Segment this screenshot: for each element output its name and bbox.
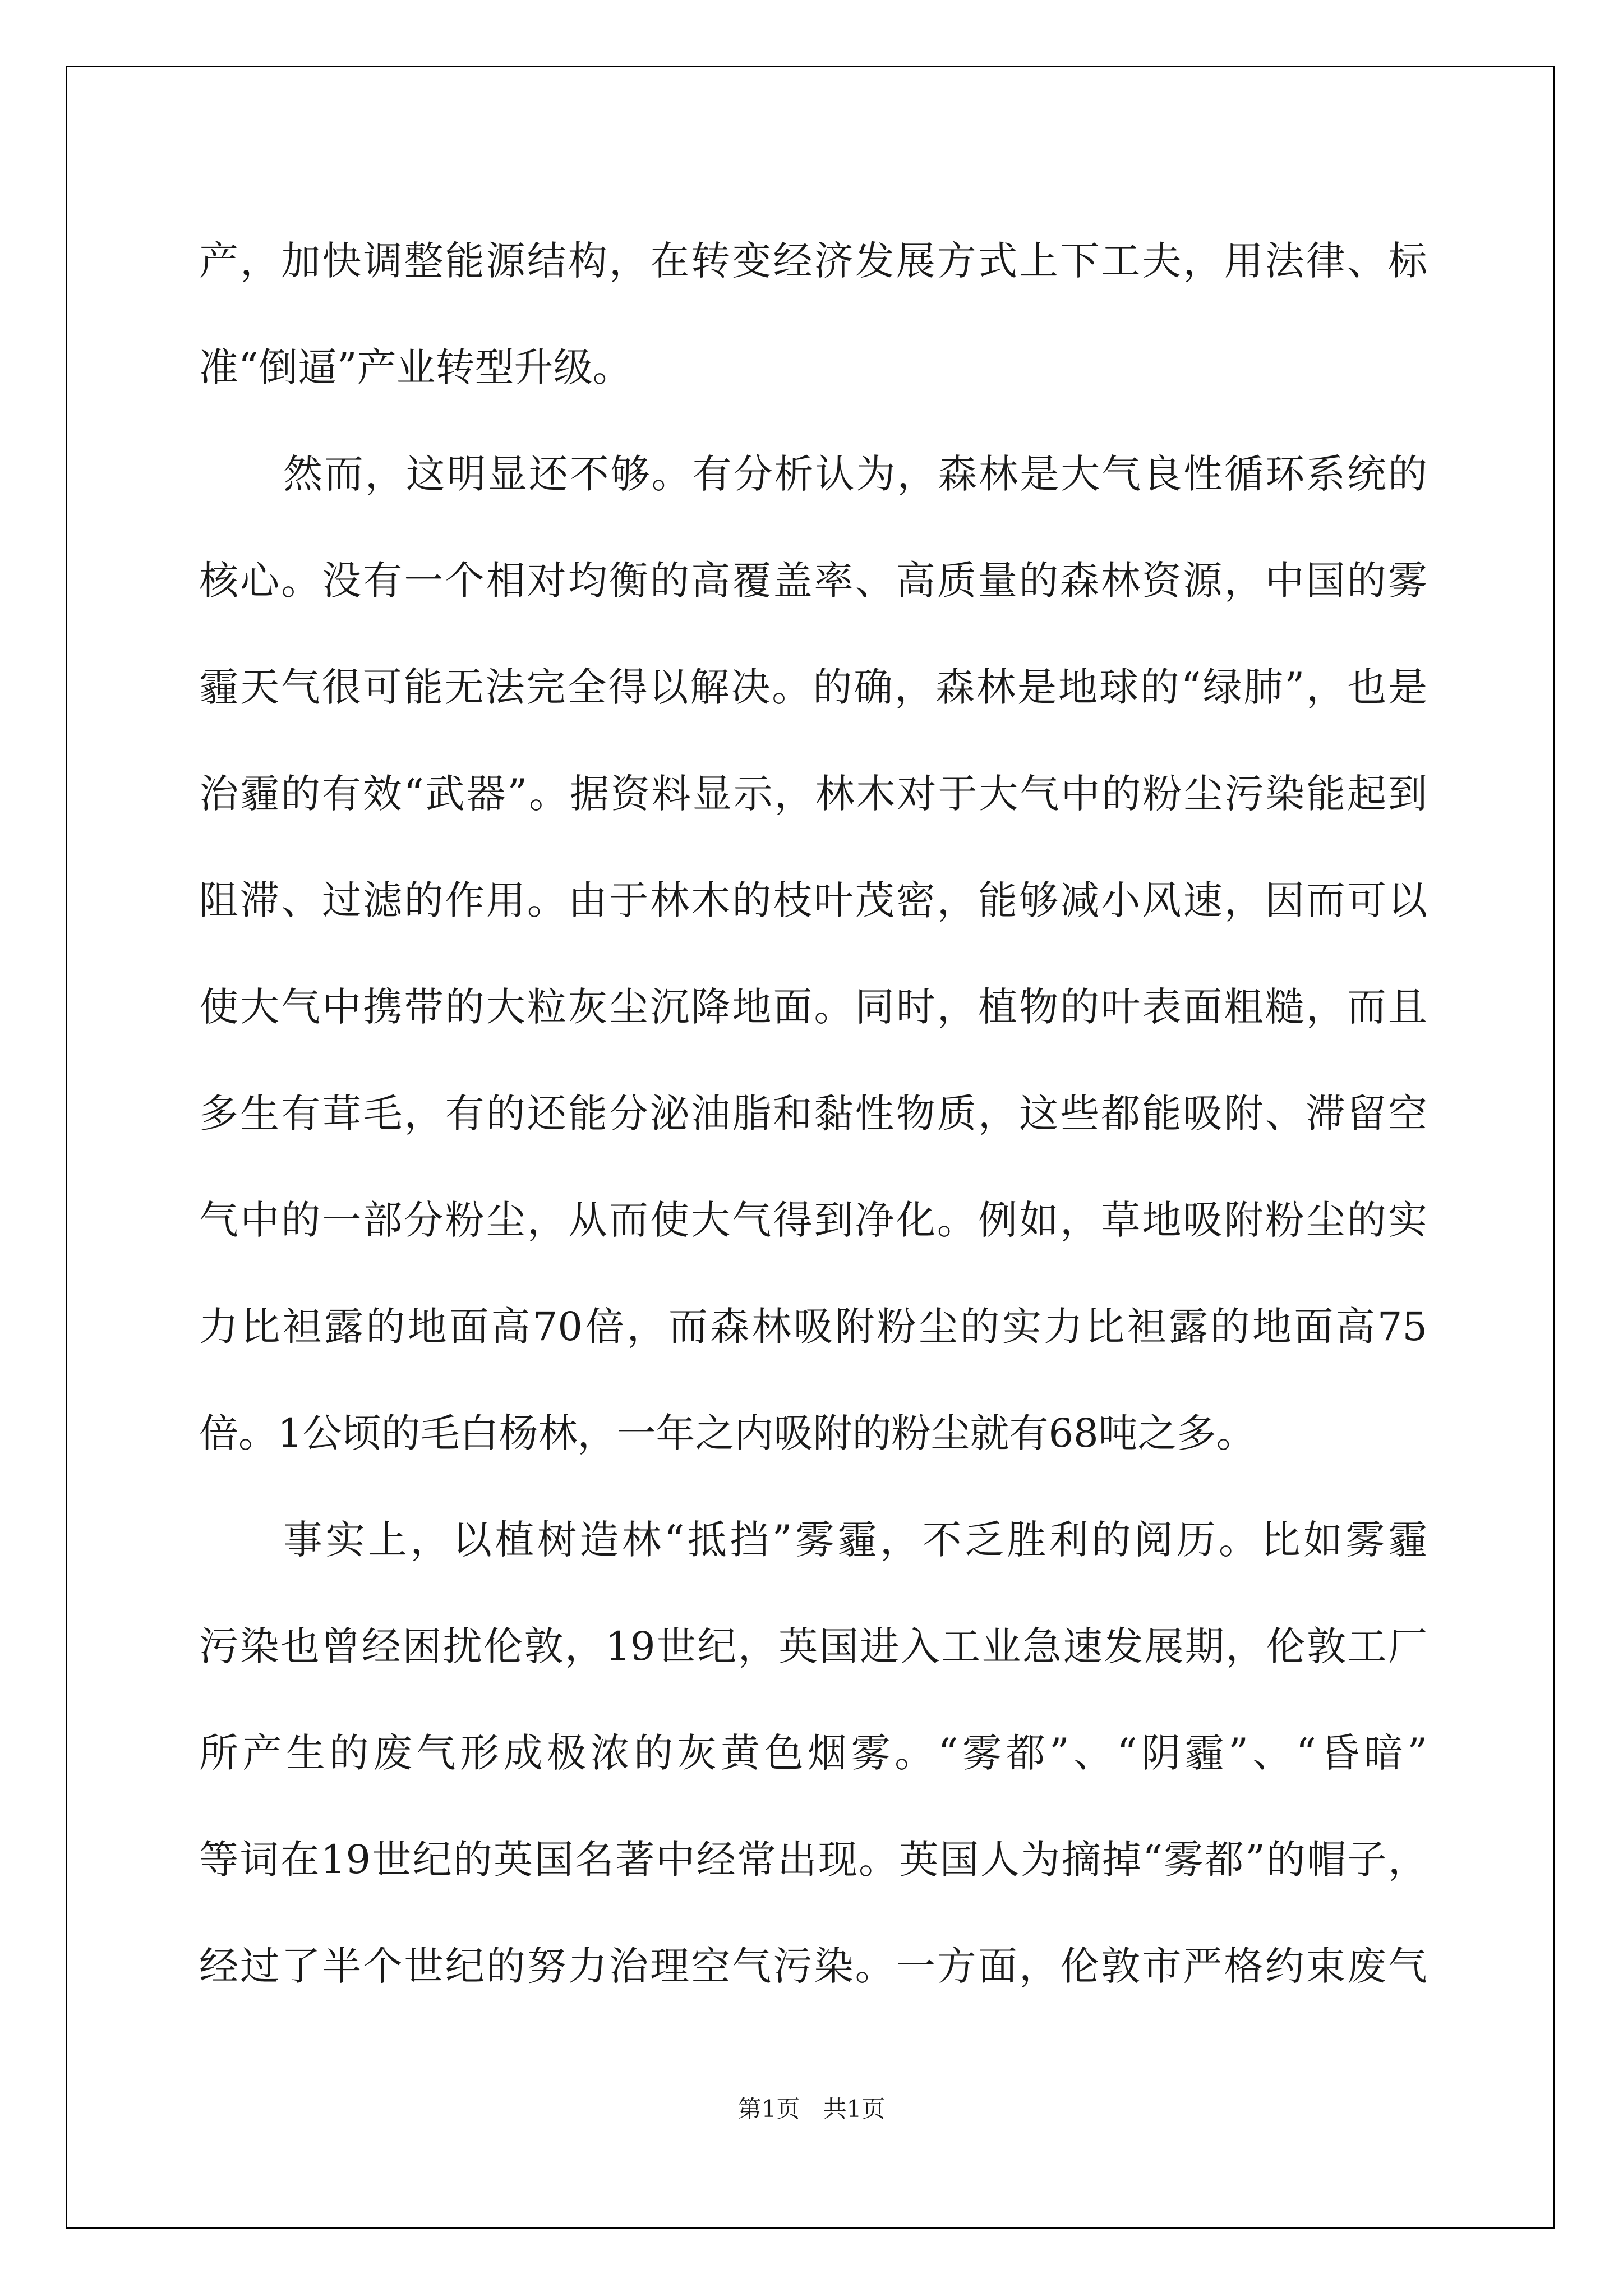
page-footer [0,2092,1623,2126]
text-line: 力比袒露的地面高70倍，而森林吸附粉尘的实力比袒露的地面高75 [199,1304,1427,1350]
text-line: 经过了半个世纪的努力治理空气污染。一方面，伦敦市严格约束废气 [199,1943,1427,1989]
text-line: 阻滞、过滤的作用。由于林木的枝叶茂密，能够减小风速，因而可以 [199,877,1427,923]
text-line: 倍。1公顷的毛白杨林，一年之内吸附的粉尘就有68吨之多。 [199,1410,1256,1456]
text-line: 所产生的废气形成极浓的灰黄色烟雾。“雾都”、“阴霾”、“昏暗” [199,1730,1427,1776]
text-line: 产，加快调整能源结构，在转变经济发展方式上下工夫，用法律、标 [199,238,1427,284]
text-line: 准“倒逼”产业转型升级。 [199,344,632,390]
document-body [199,208,1427,2019]
page-number: 第1页 [737,2095,800,2123]
text-line: 多生有茸毛，有的还能分泌油脂和黏性物质，这些都能吸附、滞留空 [199,1091,1427,1137]
text-line: 霾天气很可能无法完全得以解决。的确，森林是地球的“绿肺”，也是 [199,664,1427,710]
text-line: 核心。没有一个相对均衡的高覆盖率、高质量的森林资源，中国的雾 [199,558,1427,604]
text-line: 事实上，以植树造林“抵挡”雾霾，不乏胜利的阅历。比如雾霾 [283,1517,1427,1563]
text-line: 等词在19世纪的英国名著中经常出现。英国人为摘掉“雾都”的帽子， [199,1837,1427,1883]
text-line: 然而，这明显还不够。有分析认为，森林是大气良性循环系统的 [283,451,1427,497]
text-line: 治霾的有效“武器”。据资料显示，林木对于大气中的粉尘污染能起到 [199,771,1427,817]
text-line: 气中的一部分粉尘，从而使大气得到净化。例如，草地吸附粉尘的实 [199,1197,1427,1243]
text-line: 污染也曾经困扰伦敦，19世纪，英国进入工业急速发展期，伦敦工厂 [199,1623,1427,1669]
page-total: 共1页 [823,2095,886,2123]
text-line: 使大气中携带的大粒灰尘沉降地面。同时，植物的叶表面粗糙，而且 [199,984,1427,1030]
